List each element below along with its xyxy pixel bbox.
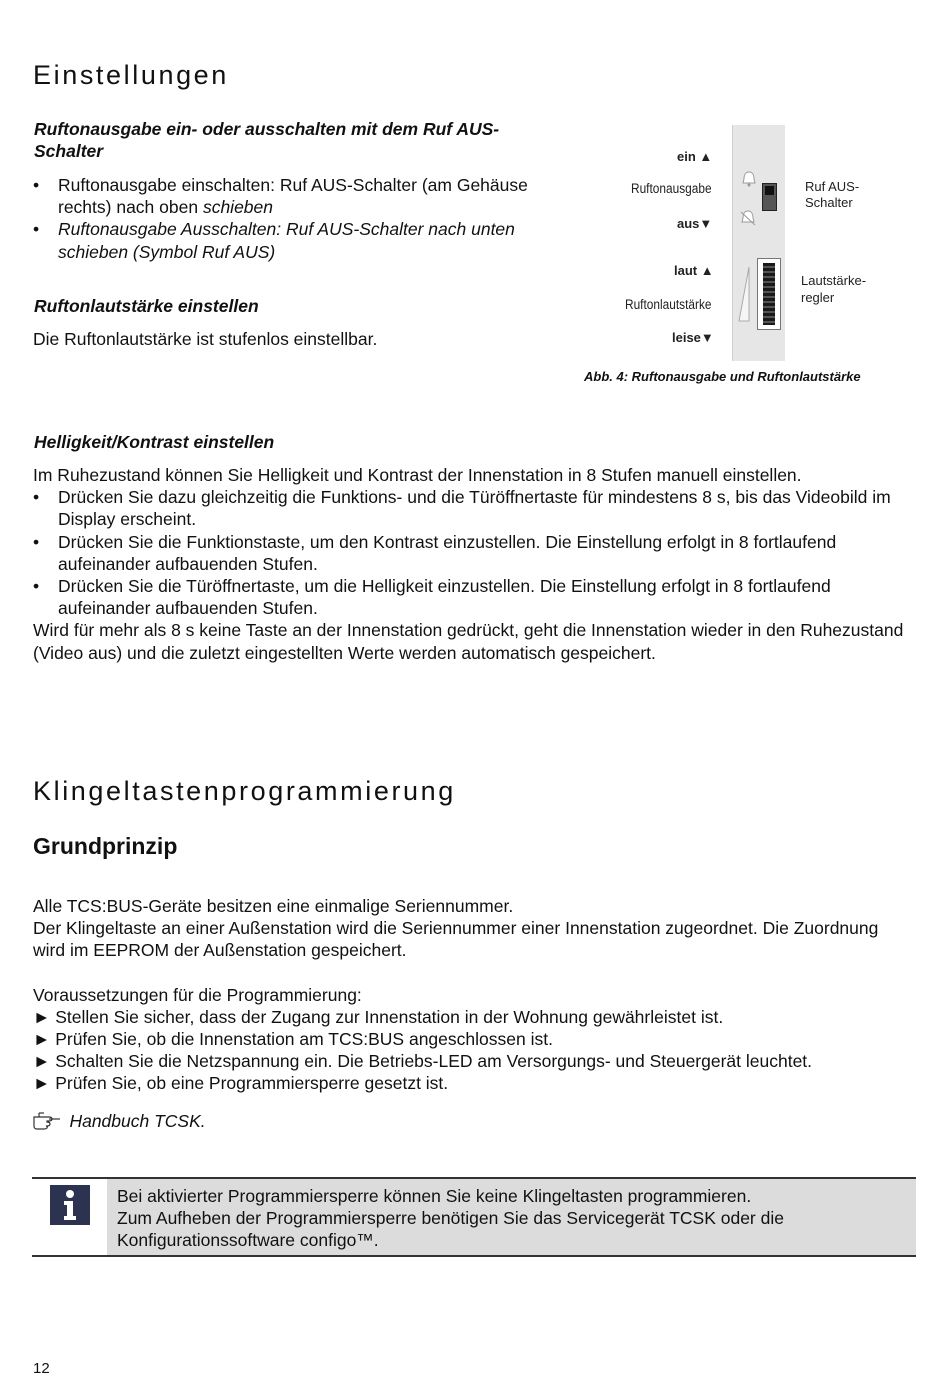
bullet-list-rufton — [33, 174, 568, 263]
list-item: ► Stellen Sie sicher, dass der Zugang zur Innenstation in der Wohnung gewährleistet ist. — [33, 1006, 724, 1027]
bell-icon — [740, 170, 758, 188]
label-lautstaerke-2: regler — [801, 290, 835, 305]
helligkeit-block — [33, 464, 918, 664]
arrow-icon: ► — [33, 1073, 51, 1094]
arrow-icon: ► — [33, 1029, 51, 1050]
helligkeit-intro: Im Ruhezustand können Sie Helligkeit und Kontrast der Innenstation in 8 Stufen manuell einstellen. — [33, 465, 802, 485]
para-zuordnung: Der Klingeltaste an einer Außenstation wird die Seriennummer einer Innenstation zugeordnet. Die Zuordnung wird im EEPROM der Außenstation gespeichert. — [33, 918, 879, 961]
heading-lautstaerke: Ruftonlautstärke einstellen — [34, 296, 259, 316]
lautstaerke-text: Die Ruftonlautstärke ist stufenlos einstellbar. — [33, 329, 378, 349]
info-line-1: Bei aktivierter Programmiersperre können Sie keine Klingeltasten programmieren. — [117, 1186, 752, 1206]
prereq-list — [33, 1006, 908, 1095]
heading-helligkeit: Helligkeit/Kontrast einstellen — [34, 432, 275, 452]
label-lautstaerke-1: Lautstärke- — [801, 273, 867, 288]
label-ein: ein ▲ — [677, 149, 713, 164]
para-seriennummer: Alle TCS:BUS-Geräte besitzen eine einmalige Seriennummer. — [33, 896, 514, 916]
bullet-list-helligkeit — [33, 486, 918, 619]
reference-text: Handbuch TCSK. — [69, 1111, 206, 1131]
ruf-aus-switch — [762, 183, 777, 211]
info-icon — [50, 1185, 90, 1225]
grundprinzip-block — [33, 895, 908, 1095]
volume-wheel — [757, 258, 781, 330]
label-ruftonlautstaerke: Ruftonlautstärke — [625, 297, 712, 312]
prereq-heading: Voraussetzungen für die Programmierung: — [33, 984, 362, 1005]
list-item: ► Prüfen Sie, ob eine Programmiersperre gesetzt ist. — [33, 1073, 449, 1094]
volume-wedge-icon — [738, 266, 750, 322]
arrow-icon: ► — [33, 1051, 51, 1072]
bell-off-icon — [738, 208, 758, 228]
label-ruftonausgabe: Ruftonausgabe — [631, 181, 712, 196]
subtitle-grundprinzip: Grundprinzip — [33, 833, 178, 859]
info-text — [117, 1185, 902, 1252]
pointing-hand-icon — [33, 1112, 61, 1130]
label-aus: aus▼ — [677, 216, 713, 231]
list-item: ► Prüfen Sie, ob die Innenstation am TCS:BUS angeschlossen ist. — [33, 1029, 553, 1050]
heading-rufton-schalter: Ruftonausgabe ein- oder ausschalten mit dem Ruf AUS-Schalter — [34, 119, 500, 161]
list-item: • Drücken Sie die Türöffnertaste, um die Helligkeit einzustellen. Die Einstellung erfolgt in 8 fortlaufend aufeinander aufbauenden Stufen. — [33, 576, 831, 619]
label-ruf-aus-2: Schalter — [805, 195, 853, 210]
list-item: • Drücken Sie dazu gleichzeitig die Funktions- und die Türöffnertaste für mindestens 8 s, bis das Videobild im Display erscheint. — [33, 487, 891, 530]
info-box — [32, 1177, 916, 1257]
figure-caption: Abb. 4: Ruftonausgabe und Ruftonlautstärke — [584, 369, 861, 384]
section-title-programmierung: Klingeltastenprogrammierung — [33, 776, 456, 806]
list-item: • Ruftonausgabe einschalten: Ruf AUS-Schalter (am Gehäuse rechts) nach oben schieben — [33, 175, 528, 218]
helligkeit-outro: Wird für mehr als 8 s keine Taste an der Innenstation gedrückt, geht die Innenstation wieder in den Ruhezustand (Video aus) und die zuletzt eingestellten Werte werden automatisch gespeichert. — [33, 620, 904, 663]
reference-line — [33, 1111, 206, 1132]
page-number: 12 — [33, 1360, 50, 1377]
label-leise: leise▼ — [672, 330, 714, 345]
figure-rufton — [620, 120, 920, 370]
info-line-2: Zum Aufheben der Programmiersperre benötigen Sie das Servicegerät TCSK oder die Konfigurationssoftware configo™. — [117, 1208, 784, 1251]
list-item: • Ruftonausgabe Ausschalten: Ruf AUS-Schalter nach unten schieben (Symbol Ruf AUS) — [33, 219, 515, 262]
list-item: • Drücken Sie die Funktionstaste, um den Kontrast einzustellen. Die Einstellung erfolgt in 8 fortlaufend aufeinander aufbauenden Stufen. — [33, 531, 837, 574]
page-title: Einstellungen — [33, 60, 229, 90]
label-ruf-aus-1: Ruf AUS- — [805, 179, 860, 194]
label-laut: laut ▲ — [674, 263, 714, 278]
list-item: ► Schalten Sie die Netzspannung ein. Die Betriebs-LED am Versorgungs- und Steuergerät leuchtet. — [33, 1051, 813, 1072]
arrow-icon: ► — [33, 1006, 51, 1027]
